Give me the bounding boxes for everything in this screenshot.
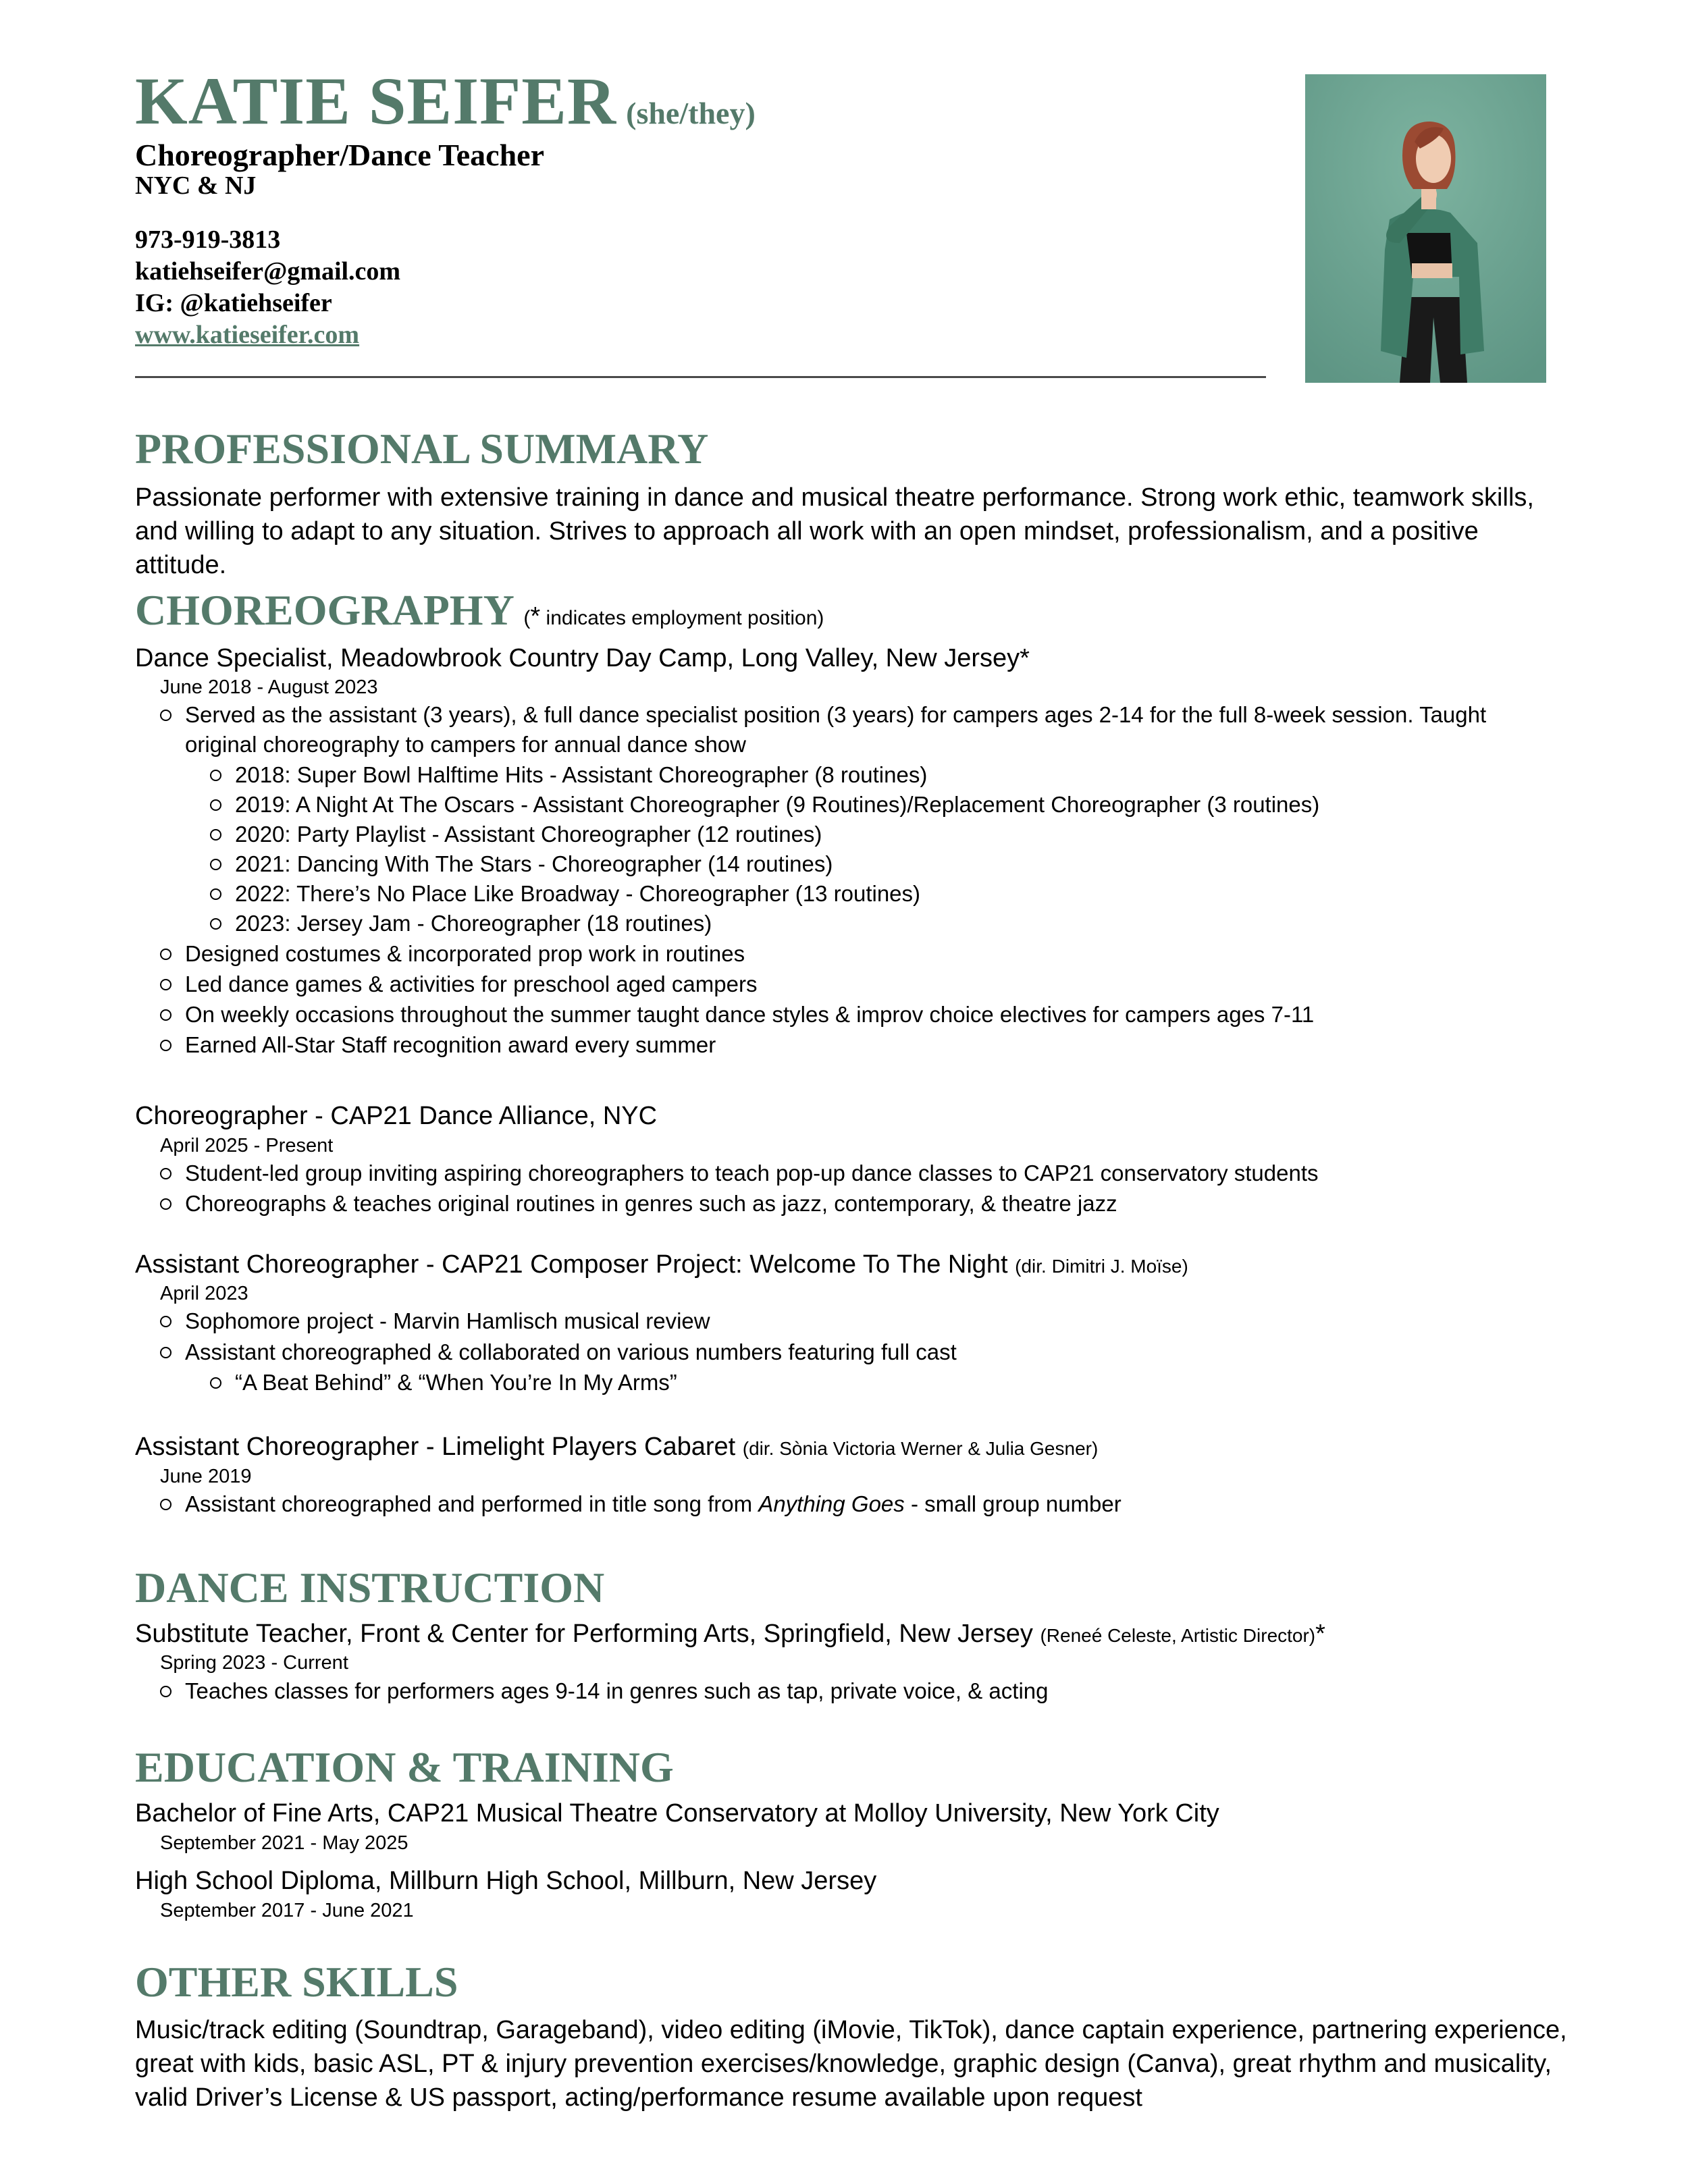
list-item: 2022: There’s No Place Like Broadway - Choreographer (13 routines) [235,879,1579,909]
note-rest: indicates employment position) [540,607,824,629]
headshot-illustration [1305,74,1546,383]
job-title-front-center [135,1620,1325,1649]
choreography-heading [135,586,824,634]
job-title-dance-alliance: Choreographer - CAP21 Dance Alliance, NYC [135,1102,658,1130]
list-item: 2020: Party Playlist - Assistant Choreographer (12 routines) [235,820,1579,849]
location: NYC & NJ [135,171,257,201]
list-item: 2019: A Night At The Oscars - Assistant Choreographer (9 Routines)/Replacement Choreographer (3 routines) [235,790,1579,820]
header-divider [135,376,1266,378]
job-title-meadowbrook: Dance Specialist, Meadowbrook Country Day Camp, Long Valley, New Jersey* [135,644,1030,672]
education-diploma: High School Diploma, Millburn High School, Millburn, New Jersey [135,1867,877,1895]
list-item: Served as the assistant (3 years), & full dance specialist position (3 years) for campers ages 2-14 for the full 8-week session. Taught original choreography to campers for annual dance show [185,700,1529,760]
list-item: 2023: Jersey Jam - Choreographer (18 routines) [235,909,1579,938]
job-dates-limelight: June 2019 [160,1466,252,1487]
education-degree: Bachelor of Fine Arts, CAP21 Musical Theatre Conservatory at Molloy University, New York City [135,1799,1219,1828]
job-dates-front-center: Spring 2023 - Current [160,1652,348,1674]
list-item: Earned All-Star Staff recognition award every summer [185,1030,1576,1060]
employment-note [523,602,824,631]
director-note: (dir. Sònia Victoria Werner & Julia Gesner) [742,1438,1099,1459]
skills-heading: OTHER SKILLS [135,1958,458,2006]
employment-star: * [1315,1620,1325,1648]
job-title: Choreographer/Dance Teacher [135,138,545,172]
education-diploma-dates: September 2017 - June 2021 [160,1900,414,1921]
list-item: “A Beat Behind” & “When You’re In My Arms” [235,1368,1579,1397]
list-item: Assistant choreographed & collaborated on various numbers featuring full cast [185,1337,1576,1367]
education-heading: EDUCATION & TRAINING [135,1743,674,1791]
photo-midriff [1412,263,1452,278]
bullet-text: Assistant choreographed and performed in title song from [185,1491,759,1516]
list-item: On weekly occasions throughout the summer taught dance styles & improv choice electives for campers ages 7-11 [185,1000,1576,1030]
instagram-handle: IG: @katiehseifer [135,288,332,317]
job-title-text: Assistant Choreographer - Limelight Players Cabaret [135,1433,736,1461]
list-item: Student-led group inviting aspiring choreographers to teach pop-up dance classes to CAP21 conservatory students [185,1158,1576,1188]
summary-heading: PROFESSIONAL SUMMARY [135,425,709,473]
job-title-limelight [135,1433,1098,1462]
show-title: Anything Goes [758,1491,905,1516]
list-item: Choreographs & teaches original routines in genres such as jazz, contemporary, & theatre jazz [185,1189,1576,1219]
note-open: ( [523,607,531,629]
email-address: katiehseifer@gmail.com [135,257,401,286]
headshot-photo [1305,74,1546,383]
job-title-composer-project [135,1251,1188,1279]
name-line [135,63,1269,138]
skills-text: Music/track editing (Soundtrap, Garageband), video editing (iMovie, TikTok), dance captain experience, partnering experience, great with kids, basic ASL, PT & injury prevention exercises/knowledge, graphic design (Canva), great rhythm and musicality, valid Driver’s License & US passport, acting/performance resume available upon request [135,2016,1567,2112]
phone-number: 973-919-3813 [135,225,281,254]
resume-header [135,63,1269,351]
job-title-text: Substitute Teacher, Front & Center for Performing Arts, Springfield, New Jersey [135,1620,1033,1648]
list-item: 2021: Dancing With The Stars - Choreographer (14 routines) [235,849,1579,879]
choreography-title: CHOREOGRAPHY [135,586,513,634]
list-item: 2018: Super Bowl Halftime Hits - Assistant Choreographer (8 routines) [235,760,1579,790]
list-item [185,1489,1576,1519]
education-degree-dates: September 2021 - May 2025 [160,1832,408,1854]
website-link[interactable]: www.katieseifer.com [135,320,360,349]
list-item: Designed costumes & incorporated prop work in routines [185,939,1576,969]
director-note: (Reneé Celeste, Artistic Director) [1040,1625,1316,1646]
pronouns: (she/they) [626,96,756,130]
bullet-text: - small group number [904,1491,1122,1516]
job-title-text: Assistant Choreographer - CAP21 Composer Project: Welcome To The Night [135,1250,1008,1279]
list-item: Sophomore project - Marvin Hamlisch musical review [185,1306,1576,1336]
full-name: KATIE SEIFER [135,63,617,138]
list-item: Teaches classes for performers ages 9-14 in genres such as tap, private voice, & acting [185,1676,1576,1706]
contact-info [135,224,1269,351]
photo-neck [1421,188,1436,209]
instruction-heading: DANCE INSTRUCTION [135,1564,605,1612]
job-dates-meadowbrook: June 2018 - August 2023 [160,676,378,698]
job-dates-composer-project: April 2023 [160,1283,248,1304]
director-note: (dir. Dimitri J. Moïse) [1015,1256,1188,1277]
list-item: Led dance games & activities for preschool aged campers [185,969,1576,999]
summary-text: Passionate performer with extensive training in dance and musical theatre performance. Strong work ethic, teamwork skills, and willing to adapt to any situation. Strives to approach all work with an open mindset, professionalism, and a positive attitude. [135,483,1534,579]
job-dates-dance-alliance: April 2025 - Present [160,1135,334,1156]
note-star: * [530,602,541,631]
